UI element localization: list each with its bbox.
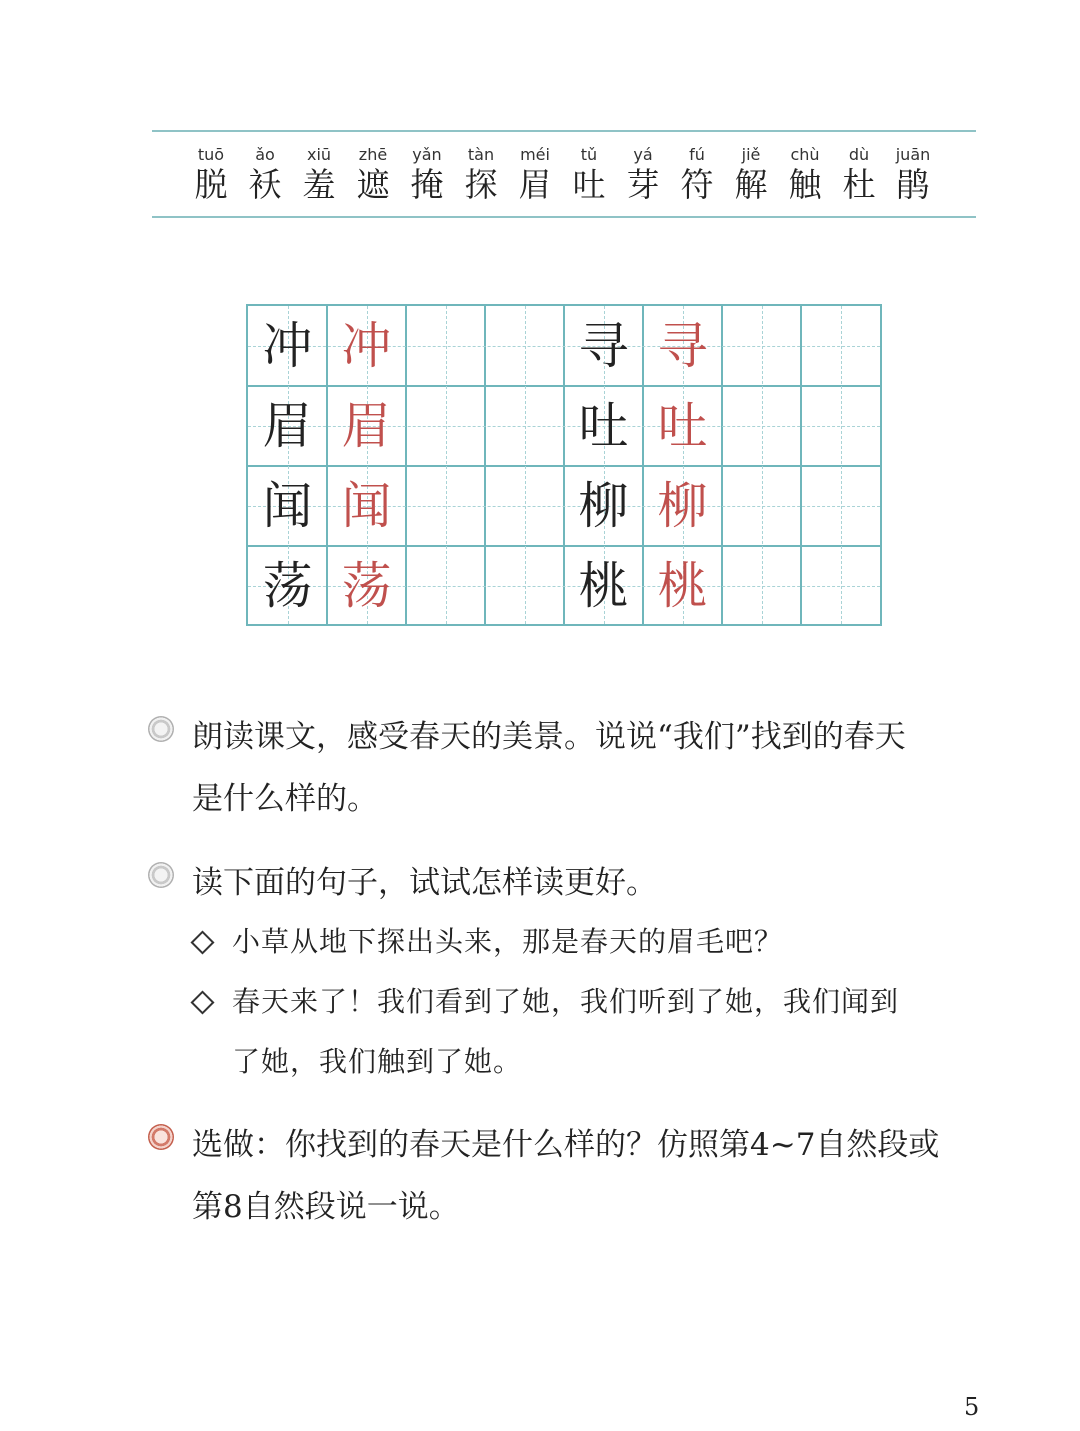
grid-guide-line [841, 306, 842, 624]
top-divider [152, 130, 976, 132]
sentence-text [232, 972, 994, 1092]
question-line: 第8自然段说一说。 [192, 1189, 460, 1225]
page-number: 5 [964, 1393, 980, 1421]
sentence-line: 小草从地下探出头来，那是春天的眉毛吧？ [232, 925, 784, 958]
vocab-item [832, 144, 886, 204]
hanzi: 鹃 [896, 165, 930, 204]
question-line: 读下面的句子，试试怎样读更好。 [192, 865, 657, 901]
pinyin: tǔ [580, 145, 598, 164]
model-char: 桃 [578, 557, 629, 615]
hanzi: 脱 [194, 165, 228, 204]
pinyin: tuō [197, 145, 225, 164]
hanzi: 杜 [842, 165, 876, 204]
trace-char: 吐 [657, 397, 708, 455]
vocab-item [562, 144, 616, 204]
pinyin: tàn [467, 145, 495, 164]
trace-char: 寻 [657, 317, 708, 375]
hanzi: 触 [788, 165, 822, 204]
trace-char: 荡 [341, 557, 392, 615]
vocab-item [346, 144, 400, 204]
pinyin: méi [520, 145, 550, 164]
hanzi: 袄 [248, 165, 282, 204]
question-text [192, 852, 988, 914]
vocab-item [724, 144, 778, 204]
hanzi: 芽 [626, 165, 660, 204]
vocab-item [670, 144, 724, 204]
model-char: 眉 [262, 397, 313, 455]
hanzi: 吐 [572, 165, 606, 204]
model-char: 闻 [262, 477, 313, 535]
diamond-bullet-icon [190, 930, 214, 954]
vocab-item [400, 144, 454, 204]
pinyin: yá [633, 145, 653, 164]
pinyin: fú [689, 145, 705, 164]
trace-char: 闻 [341, 477, 392, 535]
hanzi: 羞 [302, 165, 336, 204]
hanzi: 遮 [356, 165, 390, 204]
question-text [192, 1114, 988, 1238]
question-3 [148, 1114, 988, 1238]
vocab-item [184, 144, 238, 204]
character-writing-grid [246, 304, 882, 626]
bottom-divider [152, 216, 976, 218]
model-char: 寻 [578, 317, 629, 375]
trace-char: 冲 [341, 317, 392, 375]
pinyin: jiě [741, 145, 761, 164]
sentence-text [232, 912, 994, 972]
question-line: 选做：你找到的春天是什么样的？仿照第4~7自然段或 [192, 1127, 940, 1163]
vocab-item [616, 144, 670, 204]
model-char: 冲 [262, 317, 313, 375]
vocab-item [454, 144, 508, 204]
vocabulary-list [184, 144, 954, 204]
vocab-item [886, 144, 940, 204]
pinyin: chù [790, 145, 820, 164]
diamond-bullet-icon [190, 990, 214, 1014]
trace-char: 桃 [657, 557, 708, 615]
vocab-item [778, 144, 832, 204]
grid-guide-line [762, 306, 763, 624]
pinyin: juān [895, 145, 931, 164]
pinyin: xiū [306, 145, 332, 164]
pinyin: dù [848, 145, 870, 164]
pinyin: ǎo [255, 145, 275, 164]
question-text [192, 706, 988, 830]
sentence-2 [194, 972, 994, 1092]
optional-question-icon [148, 1124, 174, 1150]
vocab-item [508, 144, 562, 204]
hanzi: 符 [680, 165, 714, 204]
trace-char: 眉 [341, 397, 392, 455]
sentence-line: 春天来了！我们看到了她，我们听到了她，我们闻到 [232, 985, 900, 1018]
hanzi: 解 [734, 165, 768, 204]
question-line: 是什么样的。 [192, 781, 378, 817]
hanzi: 掩 [410, 165, 444, 204]
question-line: 朗读课文，感受春天的美景。说说“我们”找到的春天 [192, 719, 906, 755]
question-2 [148, 852, 988, 914]
grid-guide-line [446, 306, 447, 624]
pinyin: yǎn [412, 145, 442, 164]
sentence-1 [194, 912, 994, 972]
model-char: 柳 [578, 477, 629, 535]
model-char: 荡 [262, 557, 313, 615]
grid-guide-line [525, 306, 526, 624]
hanzi: 探 [464, 165, 498, 204]
model-char: 吐 [578, 397, 629, 455]
question-icon [148, 862, 174, 888]
hanzi: 眉 [518, 165, 552, 204]
sentence-line: 了她，我们触到了她。 [232, 1045, 523, 1078]
vocab-item [292, 144, 346, 204]
question-1 [148, 706, 988, 830]
pinyin: zhē [358, 145, 388, 164]
question-icon [148, 716, 174, 742]
trace-char: 柳 [657, 477, 708, 535]
vocab-item [238, 144, 292, 204]
